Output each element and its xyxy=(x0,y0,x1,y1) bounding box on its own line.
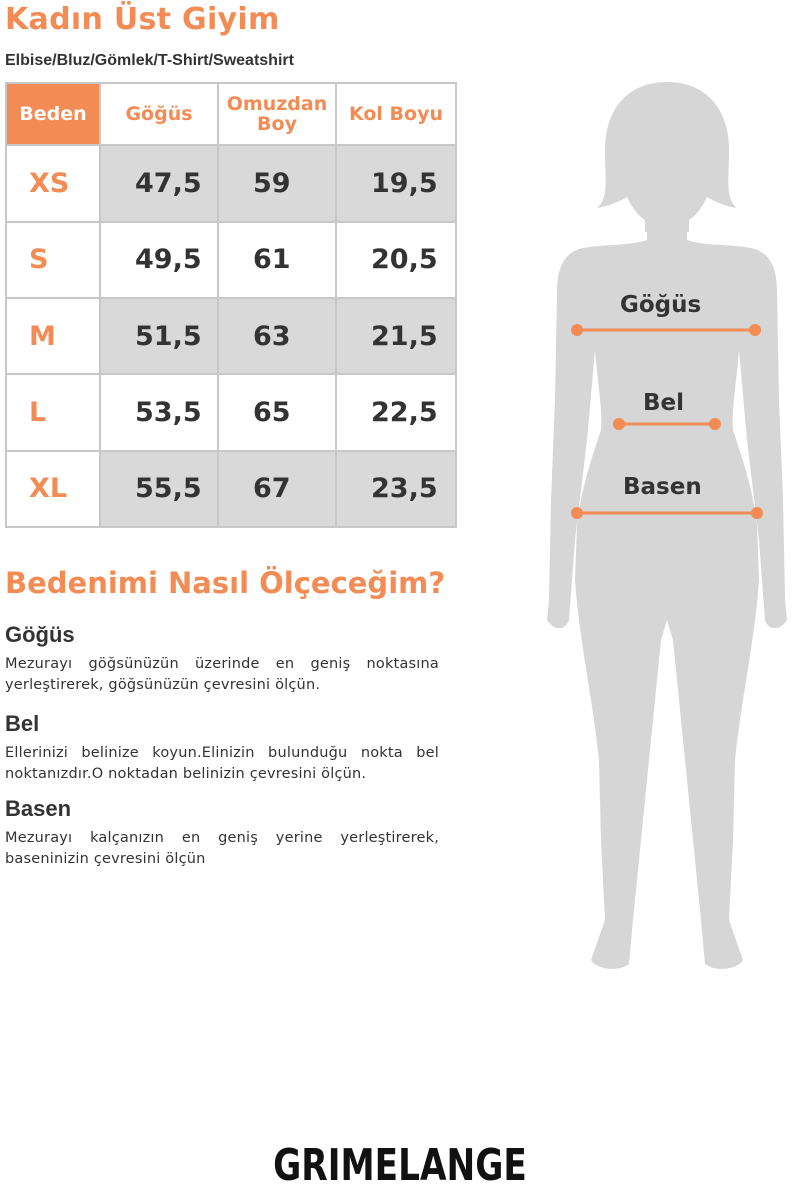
hip-point-right-icon xyxy=(751,507,763,519)
length-cell: 59 xyxy=(218,145,336,221)
waist-point-right-icon xyxy=(709,418,721,430)
hip-instructions: Mezurayı kalçanızın en geniş yerine yerleştirerek, baseninizin çevresini ölçün xyxy=(5,830,439,867)
head-shape xyxy=(597,82,737,232)
hip-heading: Basen xyxy=(5,796,72,821)
brand-logo: GRIMELANGE xyxy=(273,1140,527,1191)
body-measurement-figure xyxy=(535,80,800,980)
sleeve-cell: 21,5 xyxy=(336,298,456,374)
female-silhouette xyxy=(535,80,800,980)
waist-instructions: Ellerinizi belinize koyun.Elinizin bulunduğu nokta bel noktanızdır.O noktadan belinizin çevresini ölçün. xyxy=(5,745,439,782)
length-cell: 67 xyxy=(218,451,336,527)
size-cell: XS xyxy=(6,145,100,221)
chest-label: Göğüs xyxy=(620,292,702,318)
hip-point-left-icon xyxy=(571,507,583,519)
table-row xyxy=(6,145,456,221)
size-chart-table xyxy=(5,82,457,528)
sleeve-cell: 23,5 xyxy=(336,451,456,527)
length-cell: 63 xyxy=(218,298,336,374)
sleeve-cell: 22,5 xyxy=(336,374,456,450)
size-cell: XL xyxy=(6,451,100,527)
chest-cell: 55,5 xyxy=(100,451,218,527)
torso-shape xyxy=(547,240,787,969)
column-header-sleeve: Kol Boyu xyxy=(336,83,456,145)
size-cell: S xyxy=(6,222,100,298)
chest-point-right-icon xyxy=(749,324,761,336)
product-categories: Elbise/Bluz/Gömlek/T-Shirt/Sweatshirt xyxy=(5,52,294,69)
chest-point-left-icon xyxy=(571,324,583,336)
howto-title: Bedenimi Nasıl Ölçeceğim? xyxy=(5,566,446,600)
length-cell: 61 xyxy=(218,222,336,298)
chest-cell: 51,5 xyxy=(100,298,218,374)
column-header-length: Omuzdan Boy xyxy=(218,83,336,145)
sleeve-cell: 19,5 xyxy=(336,145,456,221)
chest-cell: 53,5 xyxy=(100,374,218,450)
chest-instructions: Mezurayı göğsünüzün üzerinde en geniş noktasına yerleştirerek, göğsünüzün çevresini ölçün. xyxy=(5,656,439,693)
waist-heading: Bel xyxy=(5,711,40,736)
table-row xyxy=(6,298,456,374)
size-cell: L xyxy=(6,374,100,450)
waist-point-left-icon xyxy=(613,418,625,430)
size-cell: M xyxy=(6,298,100,374)
table-row xyxy=(6,374,456,450)
length-cell: 65 xyxy=(218,374,336,450)
column-header-size: Beden xyxy=(6,83,100,145)
table-row xyxy=(6,222,456,298)
sleeve-cell: 20,5 xyxy=(336,222,456,298)
table-row xyxy=(6,451,456,527)
waist-label: Bel xyxy=(643,390,685,416)
chest-cell: 47,5 xyxy=(100,145,218,221)
column-header-chest: Göğüs xyxy=(100,83,218,145)
page-title: Kadın Üst Giyim xyxy=(5,2,280,37)
table-header-row xyxy=(6,83,456,145)
chest-heading: Göğüs xyxy=(5,622,75,647)
chest-cell: 49,5 xyxy=(100,222,218,298)
hip-label: Basen xyxy=(623,474,702,500)
